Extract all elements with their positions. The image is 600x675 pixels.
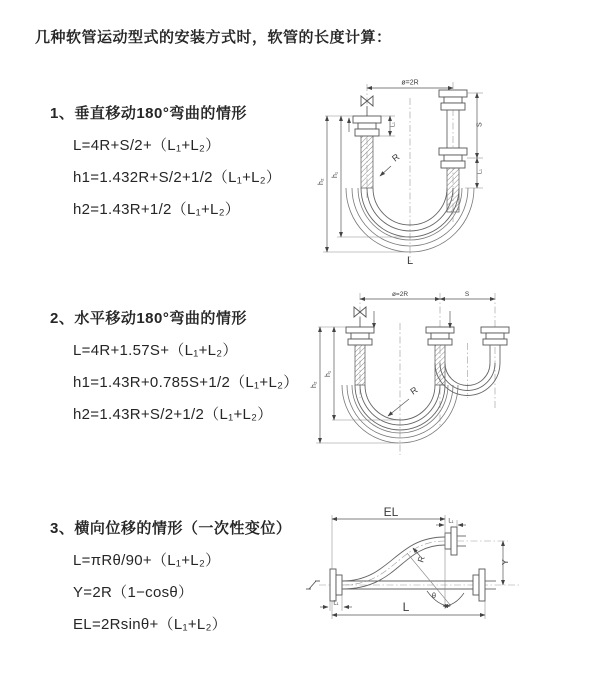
dim-label-h2: h₂ (311, 381, 318, 388)
dimension-top-s (440, 291, 495, 299)
radius-callout (380, 151, 402, 176)
right-mid-flange (439, 148, 467, 168)
dim-label-l1: L₁ (390, 122, 397, 127)
formula-h2: h2=1.43R+1/2（L₁+L₂） (73, 201, 241, 218)
angle-theta-callout (427, 591, 464, 606)
dimension-top-2r (360, 291, 440, 299)
formula-y: Y=2R（1−cosθ） (73, 584, 194, 601)
section-3-heading: 3、横向位移的情形（一次性变位） (50, 520, 292, 537)
dimension-top-2r (367, 80, 453, 89)
dim-label-l1: L₁ (333, 600, 339, 607)
left-flange (346, 327, 374, 345)
dim-label-l: L (402, 600, 410, 614)
formula-h1: h1=1.432R+S/2+1/2（L₁+L₂） (73, 169, 282, 186)
formula-h1: h1=1.43R+0.785S+1/2（L₁+L₂） (73, 374, 299, 391)
formula-el: EL=2Rsinθ+（L₁+L₂） (73, 616, 227, 633)
dim-label-2r: ø=2R (391, 291, 409, 298)
left-flange (330, 569, 342, 601)
diagram-vertical-180-bend (315, 70, 600, 267)
dimension-l (332, 600, 485, 619)
middle-flange (426, 327, 454, 345)
dim-label-r: R (390, 151, 402, 164)
dim-label-h1: h₁ (332, 171, 339, 178)
dimension-l1-top (436, 519, 466, 528)
dim-label-y: Y (500, 559, 510, 565)
left-flange (353, 116, 381, 136)
left-braided-hose (361, 136, 373, 188)
section-2 (50, 307, 299, 424)
section-1-heading: 1、垂直移动180°弯曲的情形 (50, 105, 247, 122)
right-flange (473, 569, 496, 601)
right-flange (481, 327, 509, 345)
formula-h2: h2=1.43R+S/2+1/2（L₁+L₂） (73, 406, 273, 423)
radius-construction-line (407, 553, 451, 606)
dim-label-h2: h₂ (318, 178, 325, 185)
formula-l: L=πRθ/90+（L₁+L₂） (73, 552, 221, 569)
dim-label-l1: L₁ (477, 169, 484, 174)
dim-label-theta: θ (431, 591, 437, 600)
dim-label-s: S (476, 122, 484, 127)
dimension-l1-left (379, 116, 397, 136)
dim-label-s: S (464, 291, 470, 298)
radius-callout (413, 548, 427, 564)
dim-label-h1: h₁ (325, 370, 332, 377)
formula-l: L=4R+1.57S+（L₁+L₂） (73, 342, 238, 359)
page-title: 几种软管运动型式的安装方式时，软管的长度计算： (35, 29, 392, 46)
diagram-horizontal-180-bend (310, 283, 600, 463)
dim-label-2r: ø=2R (401, 79, 419, 87)
dimension-l1-right (477, 158, 484, 188)
section-2-heading: 2、水平移动180°弯曲的情形 (50, 310, 247, 327)
dim-label-l1: L₁ (448, 518, 454, 525)
dimension-el (332, 505, 445, 609)
dim-label-r: R (408, 384, 420, 397)
formula-l: L=4R+S/2+（L₁+L₂） (73, 137, 221, 154)
dimension-y (500, 541, 510, 585)
dim-label-r: R (415, 554, 427, 564)
right-top-flange (439, 90, 467, 110)
diagram-lateral-displacement (303, 503, 600, 643)
radius-callout (388, 384, 420, 416)
section-1 (50, 102, 281, 219)
section-3 (50, 517, 291, 634)
left-braided-hose (355, 345, 365, 385)
centerline-break-icon (306, 581, 320, 589)
dim-label-l: L (406, 255, 414, 267)
centerlines (367, 79, 453, 262)
dim-label-el: EL (383, 505, 399, 519)
